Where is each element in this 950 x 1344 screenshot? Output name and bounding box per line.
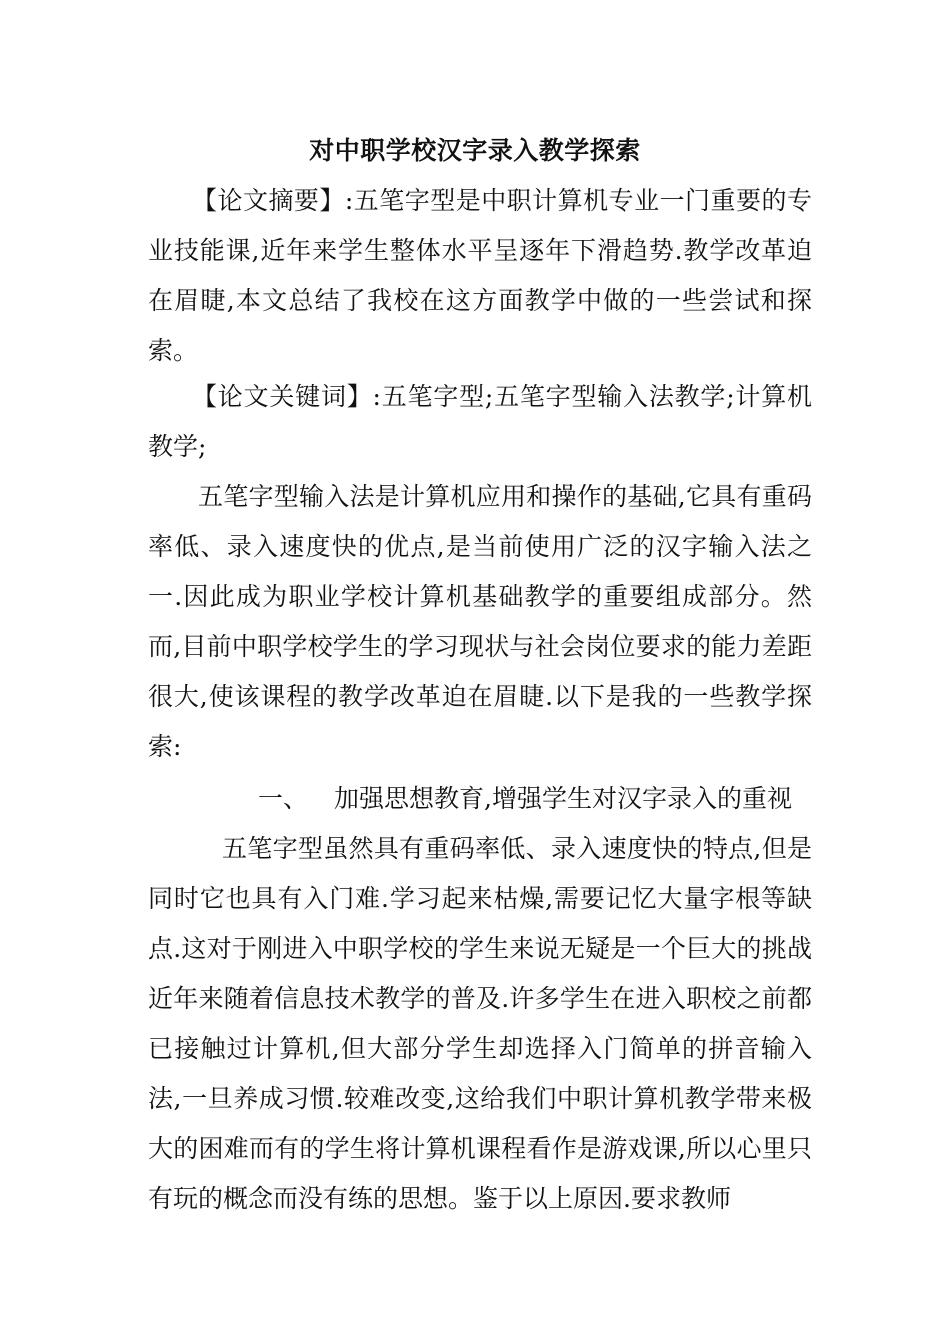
section-number: 一、: [258, 784, 309, 813]
keywords-paragraph: 【论文关键词】:五笔字型;五笔字型输入法教学;计算机教学;: [148, 382, 812, 461]
section-heading-text: 加强思想教育,增强学生对汉字录入的重视: [334, 784, 792, 813]
document-title: 对中职学校汉字录入教学探索: [309, 136, 641, 165]
section-heading: [258, 774, 818, 824]
section-body-paragraph: 五笔字型虽然具有重码率低、录入速度快的特点,但是同时它也具有入门难.学习起来枯燥,需要记忆大量字根等缺点.这对于刚进入中职学校的学生来说无疑是一个巨大的挑战近年来随着信息技术教学的普及.许多学生在进入职校之前都已接触过计算机,但大部分学生却选择入门简单的拼音输入法,一旦养成习惯.较难改变,这给我们中职计算机教学带来极大的困难而有的学生将计算机课程看作是游戏课,所以心里只有玩的概念而没有练的思想。鉴于以上原因.要求教师: [148, 834, 812, 1213]
intro-paragraph: 五笔字型输入法是计算机应用和操作的基础,它具有重码率低、录入速度快的优点,是当前使用广泛的汉字输入法之一.因此成为职业学校计算机基础教学的重要组成部分。然而,目前中职学校学生的学习现状与社会岗位要求的能力差距很大,使该课程的教学改革迫在眉睫.以下是我的一些教学探索:: [148, 482, 812, 761]
abstract-paragraph: 【论文摘要】:五笔字型是中职计算机专业一门重要的专业技能课,近年来学生整体水平呈逐年下滑趋势.教学改革迫在眉睫,本文总结了我校在这方面教学中做的一些尝试和探索。: [148, 186, 812, 365]
